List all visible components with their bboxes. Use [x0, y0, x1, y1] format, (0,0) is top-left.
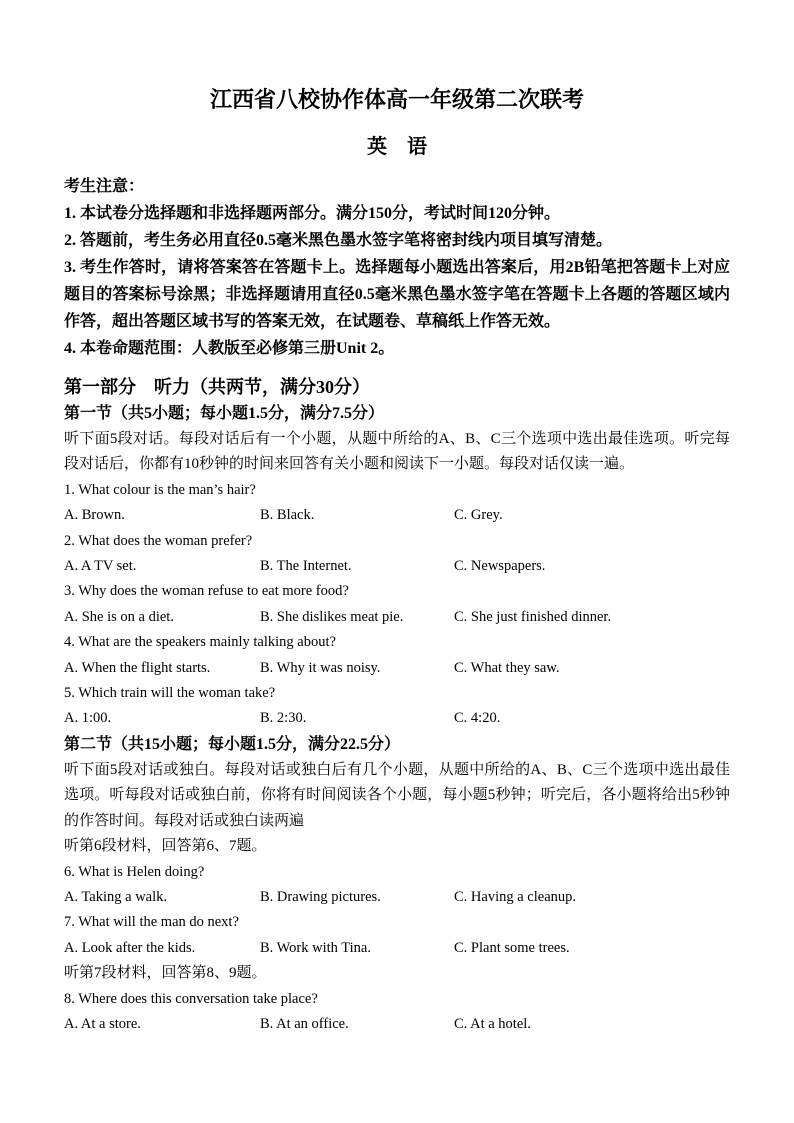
question-7-option-c: C. Plant some trees. — [454, 939, 570, 956]
notice-item-2: 2. 答题前，考生务必用直径0.5毫米黑色墨水签字笔将密封线内项目填写清楚。 — [64, 232, 613, 249]
question-5-option-b: B. 2:30. — [260, 710, 307, 727]
question-3-option-a: A. She is on a diet. — [64, 608, 174, 625]
question-4-option-a: A. When the flight starts. — [64, 659, 211, 676]
question-3-option-c: C. She just finished dinner. — [454, 608, 612, 625]
question-5 — [64, 681, 730, 732]
question-1-text: 1. What colour is the man’s hair? — [64, 481, 256, 498]
question-2-options — [64, 554, 730, 579]
question-7 — [64, 910, 730, 961]
question-4-option-c: C. What they saw. — [454, 659, 560, 676]
question-2-option-c: C. Newspapers. — [454, 558, 546, 575]
part1-heading: 第一部分 听力（共两节，满分30分） — [64, 377, 370, 397]
question-4-options — [64, 656, 730, 681]
question-1-option-a: A. Brown. — [64, 507, 125, 524]
question-6 — [64, 860, 730, 911]
material-6-line: 听第6段材料，回答第6、7题。 — [64, 838, 267, 855]
question-2-text: 2. What does the woman prefer? — [64, 532, 253, 549]
section1-instructions: 听下面5段对话。每段对话后有一个小题，从题中所给的A、B、C三个选项中选出最佳选项。听完每段对话后，你都有10秒钟的时间来回答有关小题和阅读下一小题。每段对话仅读一遍。 — [64, 431, 730, 473]
question-3-options — [64, 605, 730, 630]
question-2 — [64, 529, 730, 580]
question-2-option-a: A. A TV set. — [64, 558, 137, 575]
question-7-option-b: B. Work with Tina. — [260, 939, 371, 956]
question-7-text: 7. What will the man do next? — [64, 914, 239, 931]
question-5-options — [64, 706, 730, 731]
question-7-option-a: A. Look after the kids. — [64, 939, 196, 956]
notice-item-1: 1. 本试卷分选择题和非选择题两部分。满分150分，考试时间120分钟。 — [64, 205, 561, 222]
subject-title: 英 语 — [367, 136, 427, 158]
question-4 — [64, 630, 730, 681]
question-5-option-c: C. 4:20. — [454, 710, 501, 727]
question-1 — [64, 478, 730, 529]
notice-item-4: 4. 本卷命题范围：人教版至必修第三册Unit 2。 — [64, 340, 395, 357]
section2-instructions: 听下面5段对话或独白。每段对话或独白后有几个小题，从题中所给的A、B、C三个选项中选出最佳选项。听每段对话或独白前，你将有时间阅读各个小题，每小题5秒钟；听完后，各小题将给出5秒钟的作答时间。每段对话或独白读两遍 — [64, 761, 730, 829]
question-8-option-a: A. At a store. — [64, 1015, 141, 1032]
question-5-option-a: A. 1:00. — [64, 710, 112, 727]
material-7-line: 听第7段材料，回答第8、9题。 — [64, 965, 267, 982]
exam-title: 江西省八校协作体高一年级第二次联考 — [209, 87, 584, 112]
section2-heading: 第二节（共15小题；每小题1.5分，满分22.5分） — [64, 735, 401, 753]
question-3-option-b: B. She dislikes meat pie. — [260, 608, 404, 625]
question-8-text: 8. Where does this conversation take place? — [64, 990, 318, 1007]
question-1-option-c: C. Grey. — [454, 507, 503, 524]
question-1-options — [64, 503, 730, 528]
question-6-option-b: B. Drawing pictures. — [260, 888, 381, 905]
question-2-option-b: B. The Internet. — [260, 558, 352, 575]
notice-section — [64, 173, 730, 362]
question-6-options — [64, 885, 730, 910]
section1-heading: 第一节（共5小题；每小题1.5分，满分7.5分） — [64, 405, 385, 422]
question-8-option-b: B. At an office. — [260, 1015, 349, 1032]
question-8 — [64, 987, 730, 1038]
question-4-text: 4. What are the speakers mainly talking about? — [64, 634, 336, 651]
notice-heading: 考生注意： — [64, 178, 145, 195]
question-5-text: 5. Which train will the woman take? — [64, 685, 276, 702]
question-3 — [64, 579, 730, 630]
question-8-options — [64, 1012, 730, 1037]
question-4-option-b: B. Why it was noisy. — [260, 659, 381, 676]
question-6-text: 6. What is Helen doing? — [64, 863, 205, 880]
question-6-option-c: C. Having a cleanup. — [454, 888, 577, 905]
question-3-text: 3. Why does the woman refuse to eat more food? — [64, 583, 349, 600]
question-6-option-a: A. Taking a walk. — [64, 888, 168, 905]
question-7-options — [64, 936, 730, 961]
question-8-option-c: C. At a hotel. — [454, 1015, 531, 1032]
question-1-option-b: B. Black. — [260, 507, 315, 524]
notice-item-3: 3. 考生作答时，请将答案答在答题卡上。选择题每小题选出答案后，用2B铅笔把答题卡上对应题目的答案标号涂黑；非选择题请用直径0.5毫米黑色墨水签字笔在答题卡上各题的答题区域内作答，超出答题区域书写的答案无效，在试题卷、草稿纸上作答无效。 — [64, 259, 730, 330]
